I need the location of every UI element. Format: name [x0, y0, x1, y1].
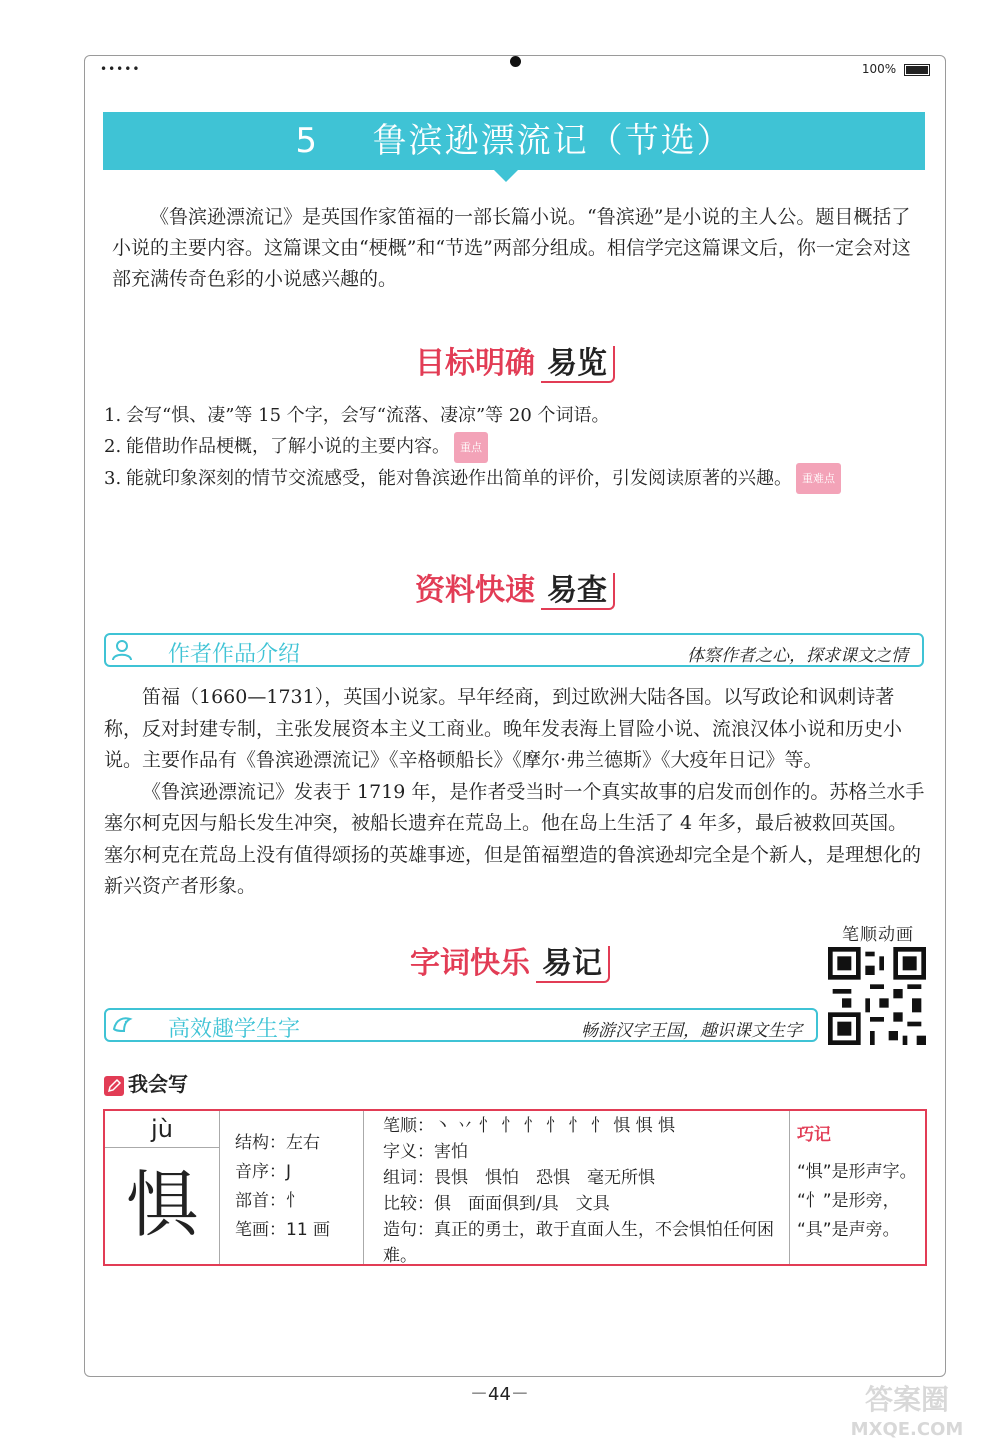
char-index: 音序：J	[235, 1162, 292, 1182]
char-sentence: 造句：真正的勇士，敢于直面人生，不会惧怕任何困难。	[383, 1220, 774, 1266]
status-bar	[100, 62, 930, 80]
section-title-words-main: 字词快乐	[410, 946, 530, 981]
watermark-logo	[842, 1385, 972, 1445]
memory-tip-line: “惧”是形声字。	[797, 1162, 917, 1182]
goal-number: 3.	[104, 467, 122, 489]
char-stroke-order: 笔顺：丶 丷 忄 忄 忄 忄 忄 忄 惧 惧 惧	[383, 1116, 676, 1136]
char-radical: 部首：忄	[235, 1191, 303, 1211]
banner-pointer	[494, 170, 518, 182]
intro-paragraph: 《鲁滨逊漂流记》是英国作家笛福的一部长篇小说。“鲁滨逊”是小说的主人公。题目概括了小说的主要内容。这篇课文由“梗概”和“节选”两部分组成。相信学完这篇课文后，你一定会对这部充满传奇色彩的小说感兴趣的。	[112, 206, 911, 290]
lesson-number: 5	[295, 121, 319, 161]
goal-item	[104, 463, 926, 495]
watermark-line: 答案圈	[864, 1383, 949, 1416]
goal-tag: 重难点	[796, 463, 841, 494]
lesson-title: 鲁滨逊漂流记（节选）	[372, 121, 733, 161]
chars-subheading-label: 高效趣学生字	[168, 1017, 301, 1042]
char-strokes: 笔画：11 画	[235, 1220, 331, 1240]
memory-tip-line: “忄”是形旁，	[797, 1191, 900, 1211]
goal-number: 2.	[104, 436, 122, 457]
section-title-data	[315, 565, 715, 609]
goals-list	[104, 400, 926, 494]
card-divider	[789, 1111, 790, 1264]
write-section-label: 我会写	[128, 1072, 188, 1096]
person-icon	[110, 638, 134, 662]
character-card	[103, 1109, 927, 1266]
section-title-data-box: 易查	[541, 573, 615, 610]
char-detail	[383, 1113, 783, 1269]
section-title-goals-box: 易览	[541, 346, 615, 383]
pencil-icon	[104, 1076, 124, 1096]
author-paragraph: 《鲁滨逊漂流记》发表于 1719 年，是作者受当时一个真实故事的启发而创作的。苏格兰水手塞尔柯克因与船长发生冲突，被船长遗弃在荒岛上。他在岛上生活了 4 年多，最后被救回英国。塞尔柯克在荒岛上没有值得颂扬的英雄事迹，但是笛福塑造的鲁滨逊却完全是个新人，是理想化的新兴资产者形象。	[104, 780, 925, 897]
goal-item	[104, 400, 926, 431]
author-paragraph: 笛福（1660—1731），英国小说家。早年经商，到过欧洲大陆各国。以写政论和讽刺诗著称，反对封建专制，主张发展资本主义工商业。晚年发表海上冒险小说、流浪汉体小说和历史小说。主要作品有《鲁滨逊漂流记》《辛格顿船长》《摩尔·弗兰德斯》《大疫年日记》等。	[104, 686, 903, 771]
char-glyph: 惧	[105, 1147, 220, 1264]
chars-subheading	[104, 1008, 818, 1042]
write-section-title	[104, 1068, 188, 1097]
bird-icon	[110, 1013, 134, 1037]
goal-text: 能借助作品梗概，了解小说的主要内容。	[126, 436, 450, 457]
author-subheading-motto: 体察作者之心，探求课文之情	[687, 646, 908, 666]
battery-percent: 100%	[861, 62, 897, 76]
watermark-line: MXQE.COM	[850, 1419, 964, 1440]
char-info	[235, 1129, 330, 1245]
goal-tag: 重点	[454, 432, 488, 463]
memory-tip-line: “具”是声旁。	[797, 1220, 900, 1240]
page-number: －44－	[470, 1384, 529, 1405]
section-title-data-main: 资料快速	[415, 573, 535, 608]
battery-icon	[904, 64, 930, 76]
author-subheading	[104, 633, 924, 667]
battery-status	[862, 62, 930, 76]
goal-text: 能就印象深刻的情节交流感受，能对鲁滨逊作出简单的评价，引发阅读原著的兴趣。	[126, 467, 792, 489]
char-compare: 比较：俱 面面俱到/具 文具	[383, 1194, 610, 1214]
card-divider	[363, 1111, 364, 1264]
memory-tip-title: 巧记	[797, 1125, 831, 1145]
section-title-words	[310, 938, 710, 982]
qr-label: 笔顺动画	[842, 925, 914, 945]
char-meaning: 字义：害怕	[383, 1142, 468, 1162]
author-subheading-label: 作者作品介绍	[168, 642, 301, 667]
signal-icon: •••••	[100, 62, 141, 76]
chars-subheading-motto: 畅游汉字王国，趣识课文生字	[581, 1021, 802, 1041]
section-title-goals	[315, 338, 715, 382]
stroke-animation-qr[interactable]	[828, 920, 928, 1046]
goal-number: 1.	[104, 405, 122, 426]
goal-text: 会写“惧、凄”等 15 个字，会写“流落、凄凉”等 20 个词语。	[126, 405, 610, 426]
section-title-words-box: 易记	[536, 946, 610, 983]
char-pinyin: jù	[105, 1111, 220, 1148]
lesson-title-banner	[103, 112, 925, 170]
author-intro	[104, 682, 926, 903]
section-title-goals-main: 目标明确	[415, 346, 535, 381]
memory-tip	[797, 1121, 925, 1245]
qr-code-icon[interactable]	[828, 947, 926, 1045]
char-structure: 结构：左右	[235, 1133, 320, 1153]
goal-item	[104, 431, 926, 463]
char-words: 组词：畏惧 惧怕 恐惧 毫无所惧	[383, 1168, 655, 1188]
